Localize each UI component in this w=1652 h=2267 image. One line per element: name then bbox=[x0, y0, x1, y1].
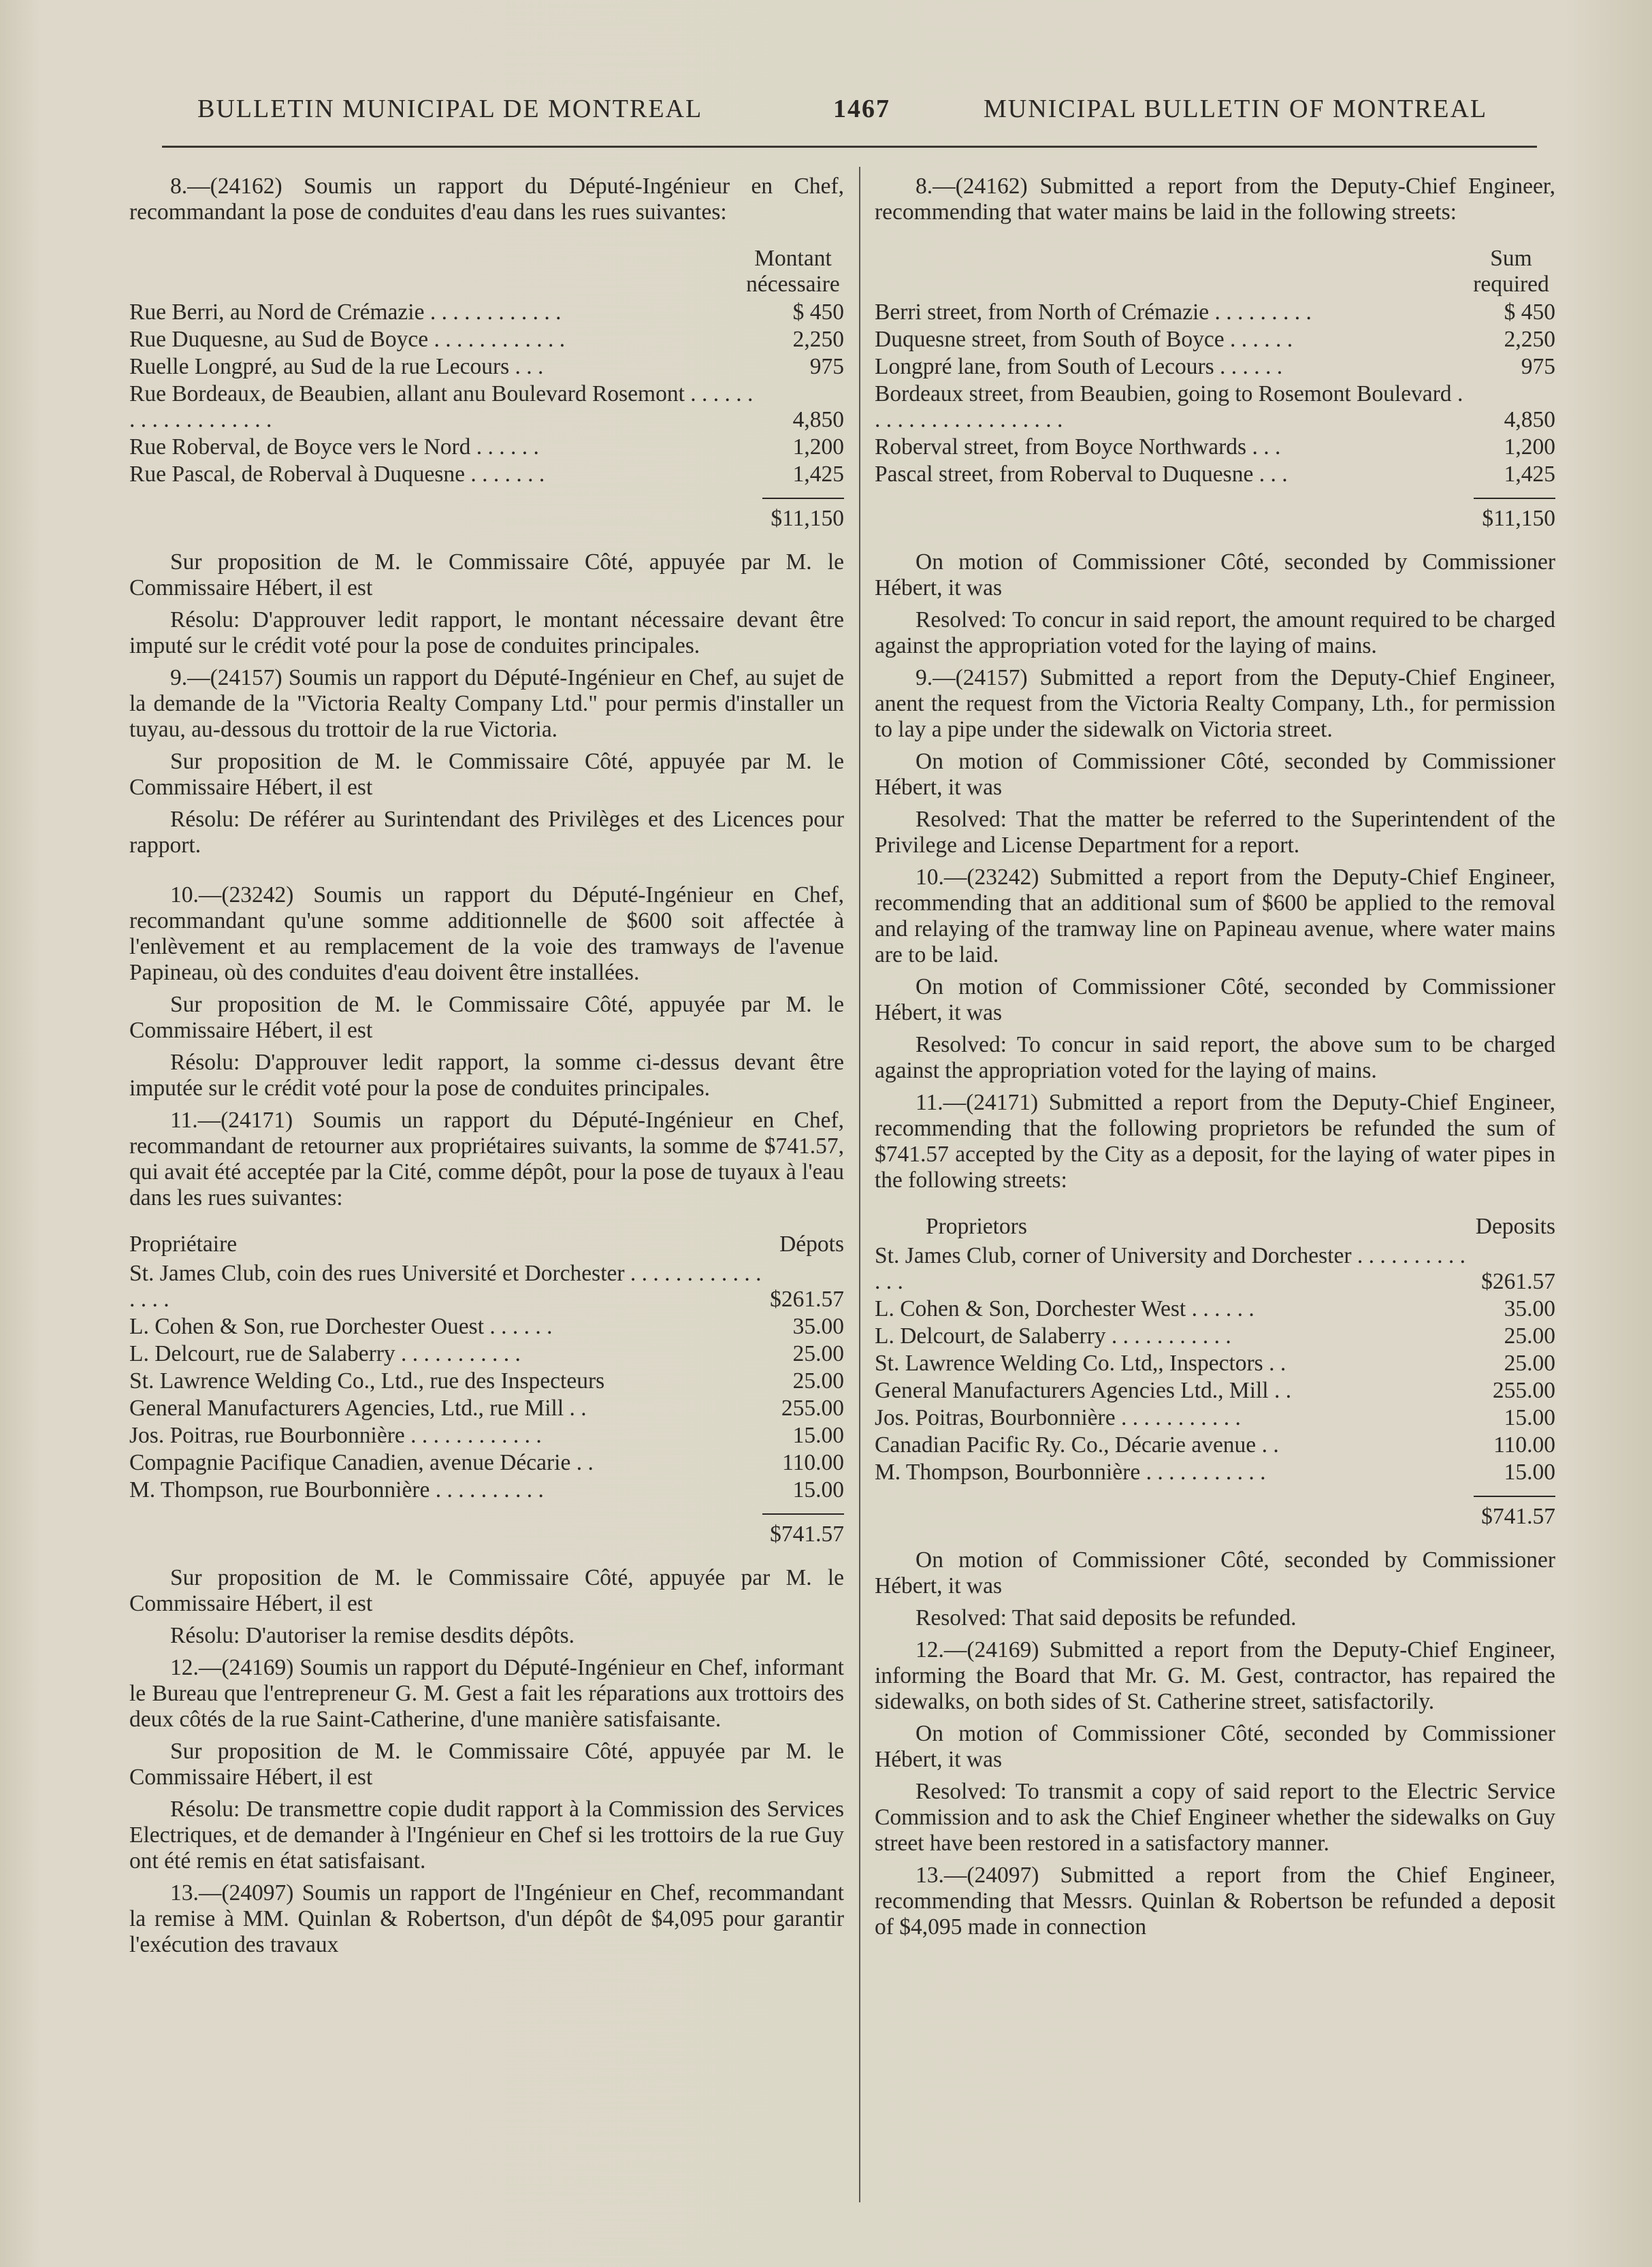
fr-item-10: 10.—(23242) Soumis un rapport du Député-Ingénieur en Chef, recommandant qu'une somme additionnelle de $600 soit affectée à l'enlèvement et au remplacement de la voie des tramways de l'avenue Papineau, où des conduites d'eau doivent être installées. bbox=[129, 882, 844, 985]
en-item-11-col-right: Deposits bbox=[1475, 1214, 1555, 1239]
fr-item-8-resolu: Résolu: D'approuver ledit rapport, le montant nécessaire devant être imputé sur le crédit voté pour la pose de conduites principales. bbox=[129, 607, 844, 658]
en-item-9-motion: On motion of Commissioner Côté, seconded by Commissioner Hébert, it was bbox=[875, 749, 1555, 800]
fr-item-10-resolu: Résolu: D'approuver ledit rapport, la somme ci-dessus devant être imputée sur le crédit voté pour la pose de conduites principales. bbox=[129, 1050, 844, 1101]
table-row: St. Lawrence Welding Co., Ltd., rue des Inspecteurs 25.00 bbox=[129, 1368, 844, 1394]
table-row: Bordeaux street, from Beaubien, going to Rosemont Boulevard . . . . . . . . . . . . . . . . . . 4,850 bbox=[875, 381, 1555, 432]
table-row: St. James Club, corner of University and Dorchester . . . . . . . . . . . . . $261.57 bbox=[875, 1243, 1555, 1294]
fr-item-8-total: $11,150 bbox=[771, 506, 844, 531]
table-row: L. Delcourt, de Salaberry . . . . . . . . . . . 25.00 bbox=[875, 1323, 1555, 1349]
en-item-10-resolved: Resolved: To concur in said report, the above sum to be charged against the appropriation voted for the laying of mains. bbox=[875, 1032, 1555, 1083]
fr-item-8-motion: Sur proposition de M. le Commissaire Côté, appuyée par M. le Commissaire Hébert, il est bbox=[129, 549, 844, 600]
en-item-12: 12.—(24169) Submitted a report from the Deputy-Chief Engineer, informing the Board that Mr. G. M. Gest, contractor, has repaired the sidewalks, on both sides of St. Catherine street, satisfactorily. bbox=[875, 1637, 1555, 1714]
column-divider bbox=[859, 167, 860, 2202]
table-row: L. Delcourt, rue de Salaberry . . . . . . . . . . . 25.00 bbox=[129, 1341, 844, 1366]
table-row: Compagnie Pacifique Canadien, avenue Décarie . . 110.00 bbox=[129, 1450, 844, 1475]
english-column bbox=[875, 174, 1555, 1946]
en-item-12-resolved: Resolved: To transmit a copy of said report to the Electric Service Commission and to ask the Chief Engineer whether the sidewalks on Guy street have been restored in a satisfactory manner. bbox=[875, 1779, 1555, 1856]
header-english-title: MUNICIPAL BULLETIN OF MONTREAL bbox=[984, 95, 1488, 123]
table-row: Jos. Poitras, rue Bourbonnière . . . . . . . . . . . . 15.00 bbox=[129, 1423, 844, 1448]
french-column bbox=[129, 174, 844, 1964]
table-row: Longpré lane, from South of Lecours . . . . . . 975 bbox=[875, 354, 1555, 379]
en-item-11-total: $741.57 bbox=[1481, 1504, 1555, 1529]
total-rule bbox=[762, 1513, 844, 1515]
table-row: General Manufacturers Agencies Ltd., Mill . . 255.00 bbox=[875, 1378, 1555, 1403]
fr-item-8: 8.—(24162) Soumis un rapport du Député-Ingénieur en Chef, recommandant la pose de conduites d'eau dans les rues suivantes: bbox=[129, 174, 844, 225]
en-item-11-table bbox=[875, 1242, 1555, 1486]
fr-item-10-motion: Sur proposition de M. le Commissaire Côté, appuyée par M. le Commissaire Hébert, il est bbox=[129, 992, 844, 1043]
table-row: Ruelle Longpré, au Sud de la rue Lecours . . . 975 bbox=[129, 354, 844, 379]
en-item-11-motion: On motion of Commissioner Côté, seconded by Commissioner Hébert, it was bbox=[875, 1547, 1555, 1598]
fr-item-11-table bbox=[129, 1260, 844, 1504]
en-item-8: 8.—(24162) Submitted a report from the Deputy-Chief Engineer, recommending that water mains be laid in the following streets: bbox=[875, 174, 1555, 225]
en-item-8-table bbox=[875, 299, 1555, 488]
fr-item-9-motion: Sur proposition de M. le Commissaire Côté, appuyée par M. le Commissaire Hébert, il est bbox=[129, 749, 844, 800]
table-row: Pascal street, from Roberval to Duquesne . . . 1,425 bbox=[875, 462, 1555, 487]
table-row: General Manufacturers Agencies, Ltd., rue Mill . . 255.00 bbox=[129, 1396, 844, 1421]
table-row: L. Cohen & Son, rue Dorchester Ouest . . . . . . 35.00 bbox=[129, 1314, 844, 1339]
en-item-11-col-left: Proprietors bbox=[926, 1214, 1027, 1239]
fr-item-11-col-right: Dépots bbox=[779, 1232, 844, 1257]
fr-item-11-resolu: Résolu: D'autoriser la remise desdits dépôts. bbox=[170, 1623, 575, 1648]
table-row: Jos. Poitras, Bourbonnière . . . . . . . . . . . 15.00 bbox=[875, 1405, 1555, 1430]
fr-item-11-col-left: Propriétaire bbox=[129, 1232, 238, 1257]
en-item-12-motion: On motion of Commissioner Côté, seconded by Commissioner Hébert, it was bbox=[875, 1721, 1555, 1772]
table-row: Rue Duquesne, au Sud de Boyce . . . . . . . . . . . . 2,250 bbox=[129, 327, 844, 352]
header-rule bbox=[162, 146, 1537, 148]
en-item-10-motion: On motion of Commissioner Côté, seconded by Commissioner Hébert, it was bbox=[875, 974, 1555, 1025]
header-french-title: BULLETIN MUNICIPAL DE MONTREAL bbox=[197, 95, 703, 123]
table-row: Duquesne street, from South of Boyce . . . . . . 2,250 bbox=[875, 327, 1555, 352]
table-row: St. James Club, coin des rues Université et Dorchester . . . . . . . . . . . . . . . . $261.57 bbox=[129, 1261, 844, 1312]
en-item-11-col-headers bbox=[875, 1214, 1555, 1240]
en-item-10: 10.—(23242) Submitted a report from the Deputy-Chief Engineer, recommending that an additional sum of $600 be applied to the removal and relaying of the tramway line on Papineau avenue, where water mains are to be laid. bbox=[875, 865, 1555, 967]
page-number: 1467 bbox=[833, 95, 890, 123]
en-item-13: 13.—(24097) Submitted a report from the Chief Engineer, recommending that Messrs. Quinlan & Robertson be refunded a deposit of $4,095 made in connection bbox=[875, 1863, 1555, 1940]
fr-item-8-col-header: Montant nécessaire bbox=[746, 246, 840, 297]
fr-item-12-motion: Sur proposition de M. le Commissaire Côté, appuyée par M. le Commissaire Hébert, il est bbox=[129, 1739, 844, 1790]
total-rule bbox=[1474, 1496, 1555, 1497]
table-row: Rue Bordeaux, de Beaubien, allant anu Boulevard Rosemont . . . . . . . . . . . . . . . . . . . 4,850 bbox=[129, 381, 844, 432]
table-row: M. Thompson, Bourbonnière . . . . . . . . . . . 15.00 bbox=[875, 1460, 1555, 1485]
en-item-8-total: $11,150 bbox=[1482, 506, 1555, 531]
total-rule bbox=[1474, 498, 1555, 499]
table-row: St. Lawrence Welding Co. Ltd,, Inspectors . . 25.00 bbox=[875, 1351, 1555, 1376]
fr-item-11-total: $741.57 bbox=[770, 1522, 844, 1547]
table-row: L. Cohen & Son, Dorchester West . . . . . . 35.00 bbox=[875, 1296, 1555, 1321]
fr-item-13: 13.—(24097) Soumis un rapport de l'Ingénieur en Chef, recommandant la remise à MM. Quinlan & Robertson, d'un dépôt de $4,095 pour garantir l'exécution des travaux bbox=[129, 1880, 844, 1957]
table-row: Canadian Pacific Ry. Co., Décarie avenue . . 110.00 bbox=[875, 1432, 1555, 1458]
running-header bbox=[0, 94, 1652, 135]
en-item-9: 9.—(24157) Submitted a report from the Deputy-Chief Engineer, anent the request from the Victoria Realty Company, Lth., for permission to lay a pipe under the sidewalk on Victoria street. bbox=[875, 665, 1555, 742]
table-row: Rue Berri, au Nord de Crémazie . . . . . . . . . . . . $ 450 bbox=[129, 300, 844, 325]
total-rule bbox=[762, 498, 844, 499]
fr-item-12-resolu: Résolu: De transmettre copie dudit rapport à la Commission des Services Electriques, et de demander à l'Ingénieur en Chef si les trottoirs de la rue Guy ont été remis en état satisfaisant. bbox=[129, 1797, 844, 1874]
fr-item-9-resolu: Résolu: De référer au Surintendant des Privilèges et des Licences pour rapport. bbox=[129, 807, 844, 858]
fr-item-9: 9.—(24157) Soumis un rapport du Député-Ingénieur en Chef, au sujet de la demande de la "Victoria Realty Company Ltd." pour permis d'installer un tuyau, au-dessous du trottoir de la rue Victoria. bbox=[129, 665, 844, 742]
fr-item-12: 12.—(24169) Soumis un rapport du Député-Ingénieur en Chef, informant le Bureau que l'entrepreneur G. M. Gest a fait les réparations aux trottoirs des deux côtés de la rue Saint-Catherine, d'une manière satisfaisante. bbox=[129, 1655, 844, 1732]
table-row: Berri street, from North of Crémazie . . . . . . . . . $ 450 bbox=[875, 300, 1555, 325]
en-item-11-resolved: Resolved: That said deposits be refunded. bbox=[916, 1605, 1297, 1630]
table-row: Rue Pascal, de Roberval à Duquesne . . . . . . . 1,425 bbox=[129, 462, 844, 487]
table-row: M. Thompson, rue Bourbonnière . . . . . . . . . . 15.00 bbox=[129, 1477, 844, 1502]
en-item-8-col-header: Sum required bbox=[1473, 246, 1549, 297]
table-row: Rue Roberval, de Boyce vers le Nord . . . . . . 1,200 bbox=[129, 434, 844, 460]
fr-item-11-motion: Sur proposition de M. le Commissaire Côté, appuyée par M. le Commissaire Hébert, il est bbox=[129, 1565, 844, 1616]
en-item-8-resolved: Resolved: To concur in said report, the amount required to be charged against the appropriation voted for the laying of mains. bbox=[875, 607, 1555, 658]
en-item-8-motion: On motion of Commissioner Côté, seconded by Commissioner Hébert, it was bbox=[875, 549, 1555, 600]
table-row: Roberval street, from Boyce Northwards . . . 1,200 bbox=[875, 434, 1555, 460]
fr-item-11-col-headers bbox=[129, 1232, 844, 1257]
fr-item-8-table bbox=[129, 299, 844, 488]
en-item-9-resolved: Resolved: That the matter be referred to the Superintendent of the Privilege and License Department for a report. bbox=[875, 807, 1555, 858]
en-item-11: 11.—(24171) Submitted a report from the Deputy-Chief Engineer, recommending that the following proprietors be refunded the sum of $741.57 accepted by the City as a deposit, for the laying of water pipes in the following streets: bbox=[875, 1090, 1555, 1193]
fr-item-11: 11.—(24171) Soumis un rapport du Député-Ingénieur en Chef, recommandant de retourner aux propriétaires suivants, la somme de $741.57, qui avait été acceptée par la Cité, comme dépôt, pour la pose de tuyaux à l'eau dans les rues suivantes: bbox=[129, 1108, 844, 1210]
